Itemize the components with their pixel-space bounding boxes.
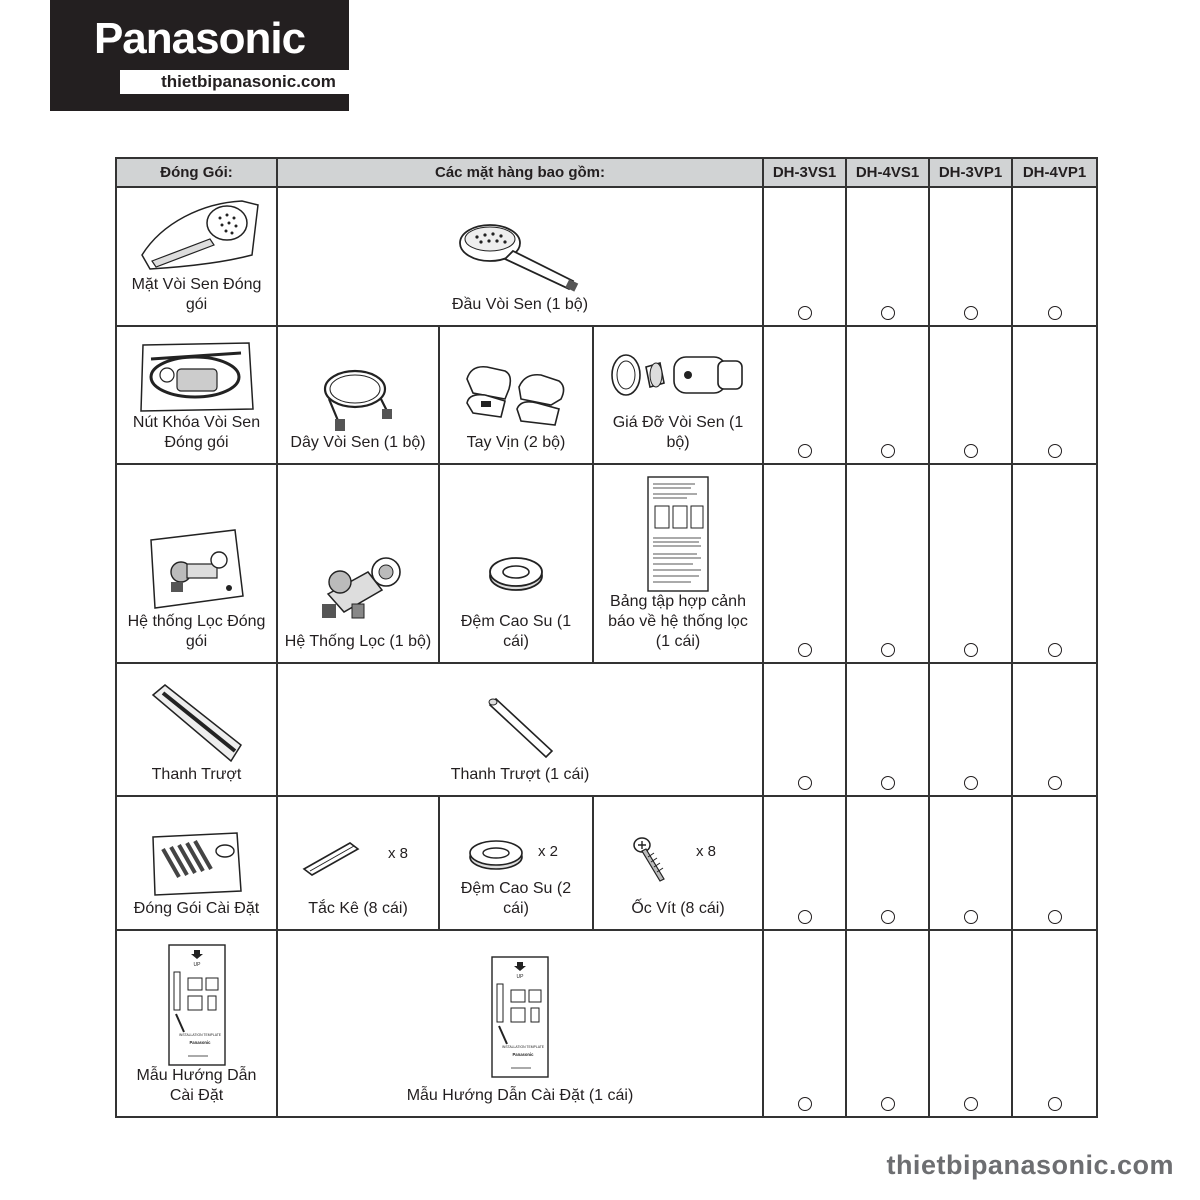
model-3-mark bbox=[929, 796, 1012, 930]
package-cell bbox=[116, 326, 277, 464]
brand-url: thietbipanasonic.com bbox=[120, 70, 377, 94]
table-row bbox=[116, 326, 1097, 464]
included-mark-icon bbox=[798, 444, 812, 458]
included-mark-icon bbox=[964, 643, 978, 657]
template-up-text: UP bbox=[516, 974, 524, 980]
header-model-1: DH-3VS1 bbox=[763, 158, 846, 187]
rubber-washer-icon bbox=[466, 835, 530, 875]
included-mark-icon bbox=[964, 306, 978, 320]
table-row bbox=[116, 187, 1097, 326]
included-mark-icon bbox=[964, 910, 978, 924]
installation-template-icon bbox=[491, 956, 549, 1078]
item-cell bbox=[277, 796, 439, 930]
included-mark-icon bbox=[1048, 776, 1062, 790]
model-1-mark bbox=[763, 326, 846, 464]
header-package: Đóng Gói: bbox=[116, 158, 277, 187]
model-2-mark bbox=[846, 464, 929, 663]
model-2-mark bbox=[846, 663, 929, 796]
shower-head-package-icon bbox=[132, 193, 262, 275]
included-mark-icon bbox=[798, 776, 812, 790]
model-1-mark bbox=[763, 187, 846, 326]
item-cell bbox=[439, 326, 593, 464]
included-mark-icon bbox=[881, 776, 895, 790]
model-3-mark bbox=[929, 663, 1012, 796]
model-4-mark bbox=[1012, 930, 1097, 1117]
model-3-mark bbox=[929, 464, 1012, 663]
model-3-mark bbox=[929, 326, 1012, 464]
item-label: Mẫu Hướng Dẫn Cài Đặt (1 cái) bbox=[406, 1087, 634, 1104]
template-brand-text: Panasonic bbox=[512, 1052, 534, 1057]
table-row bbox=[116, 930, 1097, 1117]
item-cell bbox=[277, 930, 763, 1117]
included-mark-icon bbox=[964, 776, 978, 790]
header-model-2: DH-4VS1 bbox=[846, 158, 929, 187]
header-model-3: DH-3VP1 bbox=[929, 158, 1012, 187]
item-label: Hệ Thống Lọc (1 bộ) bbox=[284, 633, 432, 650]
header-items: Các mặt hàng bao gồm: bbox=[277, 158, 763, 187]
model-1-mark bbox=[763, 663, 846, 796]
included-mark-icon bbox=[881, 910, 895, 924]
included-mark-icon bbox=[881, 444, 895, 458]
model-4-mark bbox=[1012, 663, 1097, 796]
item-label: Giá Đỡ Vòi Sen (1 bộ) bbox=[612, 414, 744, 451]
item-label: Đệm Cao Su (1 cái) bbox=[460, 613, 572, 650]
item-label: Đầu Vòi Sen (1 bộ) bbox=[451, 296, 589, 313]
model-4-mark bbox=[1012, 464, 1097, 663]
warning-sheet-icon bbox=[647, 476, 709, 592]
model-4-mark bbox=[1012, 187, 1097, 326]
rubber-washer-icon bbox=[481, 548, 551, 598]
package-cell bbox=[116, 187, 277, 326]
filter-package-icon bbox=[147, 526, 247, 612]
package-label: Nút Khóa Vòi Sen Đóng gói bbox=[132, 414, 261, 451]
package-label: Mặt Vòi Sen Đóng gói bbox=[131, 276, 262, 313]
quantity-label: x 2 bbox=[537, 843, 558, 860]
item-cell bbox=[439, 464, 593, 663]
included-mark-icon bbox=[881, 306, 895, 320]
item-cell bbox=[593, 464, 763, 663]
model-1-mark bbox=[763, 930, 846, 1117]
installation-package-icon bbox=[149, 829, 245, 899]
table-row bbox=[116, 796, 1097, 930]
packing-table bbox=[115, 157, 1098, 1118]
brand-logo bbox=[50, 0, 349, 111]
slide-bar-package-icon bbox=[147, 681, 247, 765]
table-header-row bbox=[116, 158, 1097, 187]
slide-bar-icon bbox=[480, 695, 560, 765]
included-mark-icon bbox=[798, 1097, 812, 1111]
model-2-mark bbox=[846, 930, 929, 1117]
included-mark-icon bbox=[1048, 306, 1062, 320]
included-mark-icon bbox=[964, 444, 978, 458]
package-cell bbox=[116, 663, 277, 796]
model-2-mark bbox=[846, 326, 929, 464]
item-cell bbox=[277, 663, 763, 796]
screw-icon bbox=[632, 835, 672, 885]
included-mark-icon bbox=[798, 306, 812, 320]
footer-url: thietbipanasonic.com bbox=[886, 1150, 1174, 1180]
model-3-mark bbox=[929, 930, 1012, 1117]
included-mark-icon bbox=[1048, 910, 1062, 924]
model-4-mark bbox=[1012, 796, 1097, 930]
shower-holder-icon bbox=[608, 347, 748, 413]
item-label: Thanh Trượt (1 cái) bbox=[450, 766, 590, 783]
wall-plug-icon bbox=[300, 837, 364, 877]
package-label: Thanh Trượt bbox=[151, 766, 242, 783]
handle-grip-icon bbox=[461, 359, 571, 433]
item-cell bbox=[277, 464, 439, 663]
package-label: Đóng Gói Cài Đặt bbox=[133, 900, 260, 917]
brand-name: Panasonic bbox=[93, 14, 306, 63]
model-1-mark bbox=[763, 796, 846, 930]
item-label: Dây Vòi Sen (1 bộ) bbox=[290, 434, 426, 451]
template-title-text: INSTALLATION TEMPLATE bbox=[501, 1045, 545, 1049]
included-mark-icon bbox=[1048, 444, 1062, 458]
item-label: Ốc Vít (8 cái) bbox=[631, 900, 725, 917]
included-mark-icon bbox=[964, 1097, 978, 1111]
included-mark-icon bbox=[798, 643, 812, 657]
quantity-label: x 8 bbox=[387, 845, 408, 862]
table-row bbox=[116, 663, 1097, 796]
model-4-mark bbox=[1012, 326, 1097, 464]
included-mark-icon bbox=[1048, 1097, 1062, 1111]
shower-hose-icon bbox=[313, 359, 403, 433]
item-cell bbox=[277, 187, 763, 326]
package-cell bbox=[116, 464, 277, 663]
template-up-text: UP bbox=[193, 962, 200, 968]
header-model-4: DH-4VP1 bbox=[1012, 158, 1097, 187]
included-mark-icon bbox=[881, 643, 895, 657]
quantity-label: x 8 bbox=[695, 843, 716, 860]
model-3-mark bbox=[929, 187, 1012, 326]
item-label: Bảng tập hợp cảnh báo về hệ thống lọc (1 cái) bbox=[608, 593, 748, 650]
included-mark-icon bbox=[798, 910, 812, 924]
package-label: Mẫu Hướng Dẫn Cài Đặt bbox=[136, 1067, 257, 1104]
item-cell bbox=[593, 796, 763, 930]
filter-icon bbox=[308, 542, 408, 632]
item-cell bbox=[277, 326, 439, 464]
item-cell bbox=[593, 326, 763, 464]
package-label: Hệ thống Lọc Đóng gói bbox=[127, 613, 266, 650]
template-brand-text: Panasonic bbox=[189, 1040, 210, 1045]
package-cell bbox=[116, 796, 277, 930]
installation-template-icon bbox=[168, 944, 226, 1066]
item-label: Đệm Cao Su (2 cái) bbox=[460, 880, 572, 917]
model-1-mark bbox=[763, 464, 846, 663]
model-2-mark bbox=[846, 796, 929, 930]
template-title-text: INSTALLATION TEMPLATE bbox=[178, 1033, 221, 1037]
item-cell bbox=[439, 796, 593, 930]
shower-head-icon bbox=[455, 215, 585, 295]
included-mark-icon bbox=[1048, 643, 1062, 657]
table-row bbox=[116, 464, 1097, 663]
included-mark-icon bbox=[881, 1097, 895, 1111]
model-2-mark bbox=[846, 187, 929, 326]
item-label: Tắc Kê (8 cái) bbox=[308, 900, 408, 917]
item-label: Tay Vịn (2 bộ) bbox=[466, 434, 566, 451]
hose-package-icon bbox=[137, 339, 257, 413]
package-cell bbox=[116, 930, 277, 1117]
